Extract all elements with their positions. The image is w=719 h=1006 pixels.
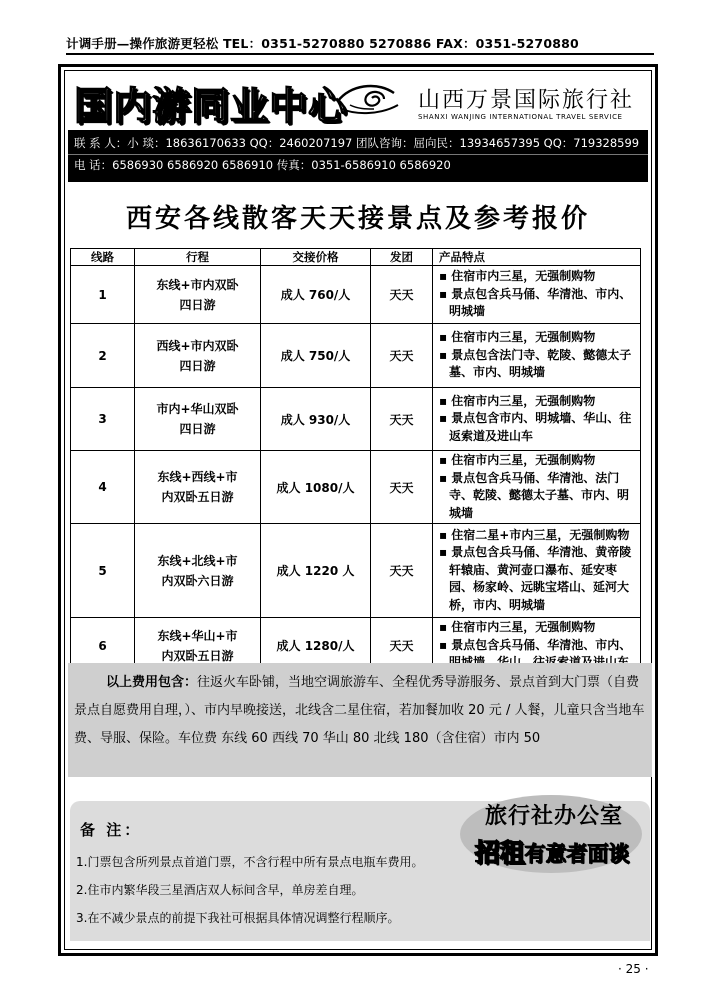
feature-item: ▪ 住宿市内三星，无强制购物 [439, 330, 596, 345]
ad-contact-note: 有意者面谈 [524, 842, 630, 866]
row-number: 6 [71, 618, 135, 674]
header-departure: 发团 [371, 249, 433, 266]
row-price: 成人 750/人 [261, 324, 371, 388]
ad-subline [462, 833, 642, 869]
route-line: 东线+市内双卧 [156, 277, 239, 292]
row-number: 5 [71, 524, 135, 618]
table-header-row [71, 249, 641, 266]
ad-headline: 旅行社办公室 [484, 804, 623, 829]
swirl-logo-icon [336, 79, 402, 119]
fees-label: 以上费用包含： [106, 675, 198, 690]
page-number: · 25 · [618, 962, 649, 976]
contact-line-1: 联 系 人：小 琰：18636170633 QQ：2460207197 团队咨询：屈向民：13934657395 QQ：719328599 [74, 136, 640, 150]
route-line: 市内+华山双卧 [156, 402, 239, 416]
row-route [135, 524, 261, 618]
table-row [71, 388, 641, 451]
route-line: 四日游 [179, 422, 216, 436]
route-line: 东线+西线+市 [157, 470, 238, 484]
feature-item: ▪ 景点包含兵马俑、华清池、市内、 [439, 637, 632, 652]
row-route [135, 324, 261, 388]
header-line-no: 线路 [71, 249, 135, 266]
row-departure: 天天 [371, 451, 433, 524]
row-features [433, 324, 641, 388]
contact-bar [68, 130, 648, 182]
row-route [135, 451, 261, 524]
row-departure: 天天 [371, 618, 433, 674]
header-price: 交接价格 [261, 249, 371, 266]
feature-item: ▪ 景点包含兵马俑、华清池、市内、明城墙 [439, 286, 632, 319]
table-row [71, 324, 641, 388]
row-departure: 天天 [371, 524, 433, 618]
feature-item: ▪ 住宿市内三星，无强制购物 [439, 393, 596, 408]
brand-name-cn: 山西万景国际旅行社 [418, 88, 635, 113]
header [68, 73, 648, 131]
top-divider [66, 53, 654, 55]
row-features [433, 266, 641, 324]
table-row [71, 524, 641, 618]
feature-item: ▪ 住宿市内三星，无强制购物 [439, 453, 596, 467]
row-number: 2 [71, 324, 135, 388]
row-features [433, 524, 641, 618]
notes-list [76, 848, 423, 932]
contact-divider [68, 154, 648, 155]
route-line: 西线+市内双卧 [156, 338, 239, 353]
row-number: 1 [71, 266, 135, 324]
row-departure: 天天 [371, 324, 433, 388]
row-number: 4 [71, 451, 135, 524]
office-for-rent-ad [460, 795, 642, 873]
row-features [433, 388, 641, 451]
row-features [433, 451, 641, 524]
route-line: 东线+北线+市 [157, 553, 238, 568]
brand-name-en: SHANXI WANJING INTERNATIONAL TRAVEL SERVICE [418, 113, 623, 121]
route-line: 内双卧五日游 [161, 490, 234, 504]
table-row [71, 266, 641, 324]
note-item: 1.门票包含所列景点首道门票，不含行程中所有景点电瓶车费用。 [76, 855, 424, 869]
feature-item: ▪ 住宿二星+市内三星，无强制购物 [439, 527, 630, 542]
row-route [135, 388, 261, 451]
feature-item: ▪ 景点包含兵马俑、华清池、黄帝陵轩辕庙、黄河壶口瀑布、延安枣园、杨家岭、远眺宝塔山、延河大桥，市内、明城墙 [439, 545, 632, 612]
fees-included-section [68, 663, 652, 777]
note-item: 2.住市内繁华段三星酒店双人标间含早，单房差自理。 [76, 883, 364, 897]
route-line: 内双卧六日游 [161, 573, 234, 588]
row-price: 成人 930/人 [261, 388, 371, 451]
note-item: 3.在不减少景点的前提下我社可根据具体情况调整行程顺序。 [76, 911, 400, 925]
price-table [70, 248, 641, 674]
feature-item: ▪ 景点包含法门寺、乾陵、懿德太子墓、市内、明城墙 [439, 347, 632, 380]
route-line: 东线+华山+市 [157, 628, 238, 643]
route-line: 内双卧五日游 [161, 648, 234, 663]
row-departure: 天天 [371, 266, 433, 324]
row-price: 成人 1080/人 [261, 451, 371, 524]
feature-item: ▪ 住宿市内三星，无强制购物 [439, 269, 596, 284]
fees-text: 往返火车卧铺，当地空调旅游车、全程优秀导游服务、景点首到大门票（自费景点自愿费用自理，）、市内早晚接送，北线含二星住宿，若加餐加收 20 元 / 人餐，儿童只含当地车费、导服、保险。车位费 东线 60 西线 70 华山 80 北线 180（含住宿）市内 50 [74, 675, 645, 746]
row-price: 成人 1220 人 [261, 524, 371, 618]
contact-line-2: 电 话：6586930 6586920 6586910 传真：0351-6586910 6586920 [74, 158, 451, 172]
feature-item: ▪ 住宿市内三星，无强制购物 [439, 620, 596, 635]
logo-title: 国内游同业中心 [74, 84, 348, 128]
route-line: 四日游 [179, 297, 216, 312]
header-features: 产品特点 [433, 249, 641, 266]
top-banner: 计调手册—操作旅游更轻松 TEL：0351-5270880 5270886 FAX：0351-5270880 [66, 36, 579, 51]
header-route: 行程 [135, 249, 261, 266]
row-number: 3 [71, 388, 135, 451]
row-departure: 天天 [371, 388, 433, 451]
ad-for-rent: 招租 [474, 838, 525, 867]
notes-title: 备 注： [80, 821, 143, 839]
route-line: 四日游 [179, 358, 216, 373]
row-price: 成人 1280/人 [261, 618, 371, 674]
feature-item: ▪ 景点包含市内、明城墙、华山、往返索道及进山车 [439, 411, 632, 443]
row-price: 成人 760/人 [261, 266, 371, 324]
row-route [135, 266, 261, 324]
table-row [71, 451, 641, 524]
page-title: 西安各线散客天天接景点及参考报价 [125, 204, 590, 234]
feature-item: ▪ 景点包含兵马俑、华清池、法门寺、乾陵、懿德太子墓、市内、明城墙 [439, 470, 630, 520]
